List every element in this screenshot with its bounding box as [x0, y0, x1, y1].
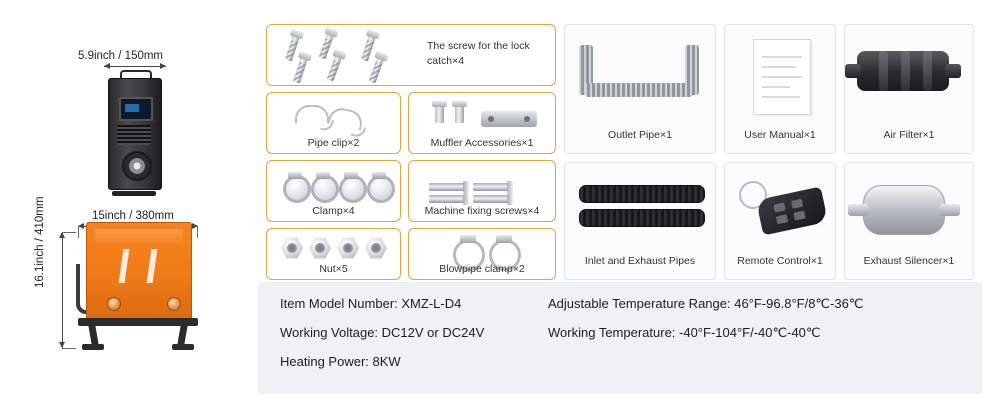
screw-icon — [361, 35, 376, 62]
spec-adjustable-temperature-range: Adjustable Temperature Range: 46°F-96.8°F/8℃-36℃ — [548, 296, 864, 311]
accessory-cell-exhaust-silencer — [844, 162, 974, 280]
fixing-screw-icon — [429, 183, 465, 191]
heater-unit-orange-illustration — [78, 222, 198, 350]
pipe-clip-icon — [295, 105, 329, 123]
outlet-pipe-icon — [577, 43, 701, 105]
fixing-screw-icon — [429, 195, 465, 203]
accessory-cell-air-filter — [844, 24, 974, 154]
accessory-label-pipe-clip: Pipe clip×2 — [307, 137, 360, 149]
nut-icon — [309, 237, 331, 259]
bottom-unit-width-label: 15inch / 380mm — [92, 210, 174, 222]
bottom-unit-height-arrow — [62, 232, 63, 348]
bolt-icon — [435, 105, 444, 123]
accessory-label-exhaust-silencer: Exhaust Silencer×1 — [863, 255, 955, 267]
accessory-cell-user-manual — [724, 24, 836, 154]
clamp-icon — [367, 175, 395, 203]
top-unit-width-label: 5.9inch / 150mm — [78, 50, 164, 62]
unit-orange-body — [86, 222, 192, 322]
fixing-screw-icon — [473, 183, 509, 191]
accessory-label-blowpipe-clamp: Blowpipe clamp×2 — [439, 263, 525, 275]
accessory-cell-nut — [266, 228, 401, 280]
fixing-screw-icon — [473, 195, 509, 203]
accessory-cell-muffler-accessories — [408, 92, 556, 154]
height-tick-top — [62, 232, 76, 233]
accessory-cell-inlet-exhaust-pipes — [564, 162, 716, 280]
accessory-label-muffler-accessories: Muffler Accessories×1 — [430, 137, 534, 149]
air-filter-icon — [857, 51, 949, 91]
unit-port-cap — [107, 297, 121, 311]
screw-icon — [369, 57, 384, 84]
screw-icon — [293, 57, 308, 84]
inlet-pipe-icon — [579, 209, 705, 227]
spec-working-temperature: Working Temperature: -40°F-104°F/-40℃-40℃ — [548, 325, 821, 340]
accessory-label-machine-fixing-screws: Machine fixing screws×4 — [424, 205, 540, 217]
bottom-unit-height-label: 16.1inch / 410mm — [34, 196, 46, 288]
unit-vent — [117, 125, 151, 145]
spec-working-voltage: Working Voltage: DC12V or DC24V — [280, 325, 485, 340]
unit-fan — [122, 151, 152, 181]
specifications-panel — [258, 282, 982, 394]
spec-heating-power: Heating Power: 8KW — [280, 354, 401, 369]
clamp-icon — [311, 175, 339, 203]
accessories-grid — [258, 16, 982, 278]
nut-icon — [365, 237, 387, 259]
accessory-label-outlet-pipe: Outlet Pipe×1 — [608, 129, 672, 141]
bolt-icon — [455, 105, 464, 123]
unit-display-screen — [119, 97, 153, 121]
heater-unit-front-illustration — [108, 70, 160, 192]
height-tick-bottom — [62, 348, 76, 349]
accessory-cell-pipe-clip — [266, 92, 401, 154]
unit-leg-foot — [172, 344, 194, 350]
nut-icon — [337, 237, 359, 259]
nut-icon — [281, 237, 303, 259]
clamp-icon — [339, 175, 367, 203]
screw-icon — [327, 55, 342, 82]
exhaust-pipe-icon — [579, 185, 705, 203]
exhaust-silencer-icon — [863, 185, 945, 235]
dimension-diagram-panel — [0, 0, 255, 411]
accessory-label-inlet-exhaust-pipes: Inlet and Exhaust Pipes — [584, 255, 696, 267]
unit-body — [108, 78, 162, 190]
unit-port-cap — [167, 297, 181, 311]
spec-item-model-number: Item Model Number: XMZ-L-D4 — [280, 296, 462, 311]
user-manual-icon — [753, 39, 811, 115]
clamp-icon — [283, 175, 311, 203]
accessory-cell-blowpipe-clamp — [408, 228, 556, 280]
accessory-cell-screw-lock-catch — [266, 24, 556, 86]
accessory-label-nut: Nut×5 — [319, 263, 348, 275]
accessory-cell-machine-fixing-screws — [408, 160, 556, 222]
accessory-label-remote-control: Remote Control×1 — [737, 255, 823, 267]
unit-foot — [112, 191, 156, 196]
pipe-clip-icon — [328, 106, 365, 131]
accessory-label-clamp: Clamp×4 — [312, 205, 355, 217]
unit-leg-foot — [82, 344, 104, 350]
unit-slot — [119, 249, 130, 283]
accessory-label-screw-lock-catch: The screw for the lock catch×4 — [427, 40, 530, 67]
accessory-cell-clamp — [266, 160, 401, 222]
unit-slot — [147, 249, 158, 283]
top-unit-width-arrow — [104, 66, 166, 67]
accessory-cell-outlet-pipe — [564, 24, 716, 154]
muffler-plate-icon — [481, 111, 537, 127]
accessory-cell-remote-control — [724, 162, 836, 280]
accessory-label-air-filter: Air Filter×1 — [883, 129, 935, 141]
accessory-label-user-manual: User Manual×1 — [744, 129, 816, 141]
